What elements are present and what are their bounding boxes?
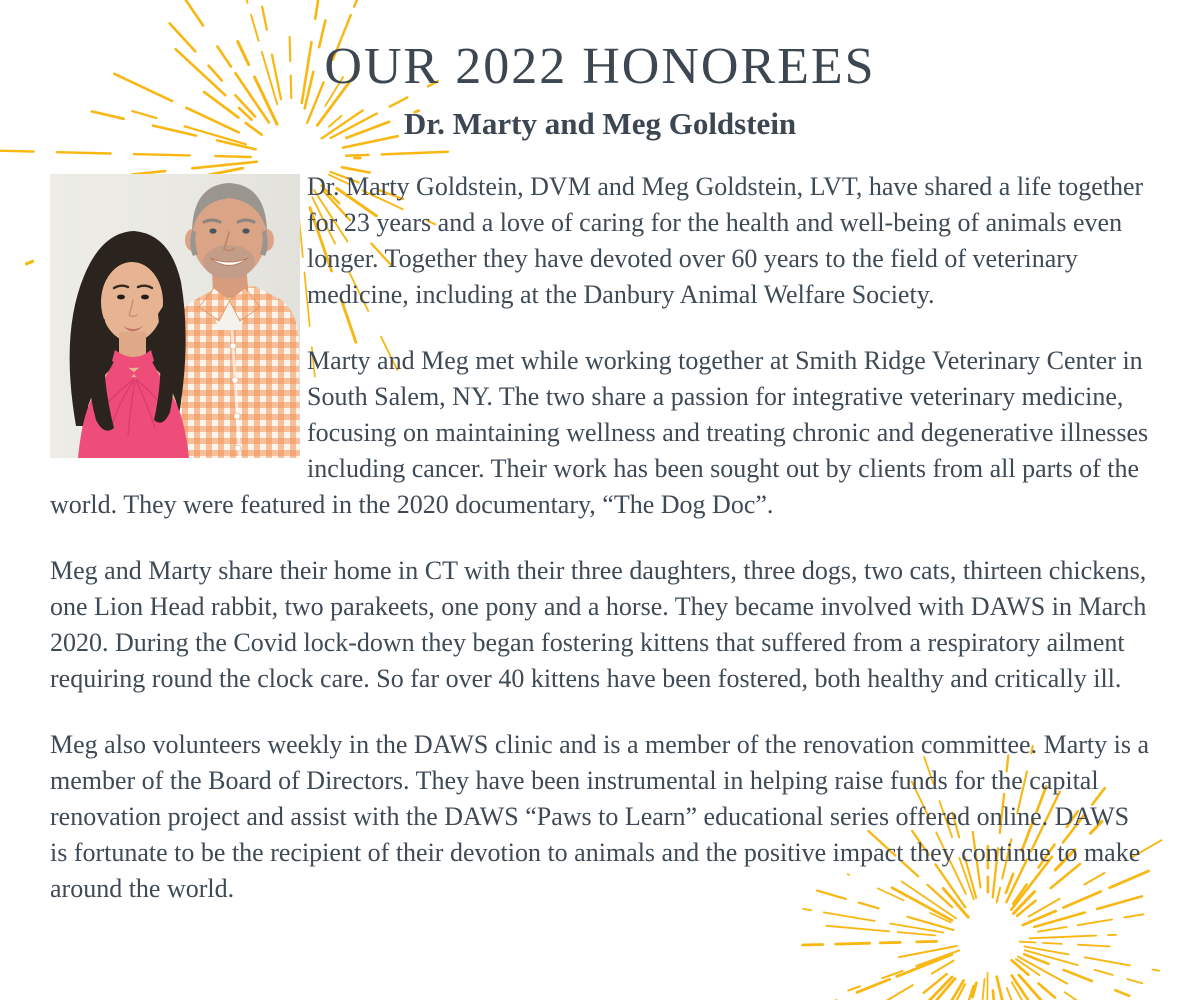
bio-paragraph-3: Meg and Marty share their home in CT with their three daughters, three dogs, two cats, thirteen chickens, one Lion Head rabbit, two parakeets, one pony and a horse. They became involved with DAWS in March 2020. During the Covid lock-down they began fostering kittens that suffered from a respiratory ailment requiring round the clock care. So far over 40 kittens have been fostered, both healthy and critically ill. <box>50 555 1147 693</box>
page-header <box>0 0 1200 141</box>
honorees-bio <box>50 169 1150 907</box>
bio-paragraph-2: Marty and Meg met while working together at Smith Ridge Veterinary Center in South Salem, NY. The two share a passion for integrative veterinary medicine, focusing on maintaining wellness and treating chronic and degenerative illnesses including cancer. Their work has been sought out by clients from all parts of the world. They were featured in the 2020 documentary, “The Dog Doc”. <box>50 345 1149 519</box>
page-title: OUR 2022 HONOREES <box>324 38 876 95</box>
honorees-photo <box>50 174 300 458</box>
honorees-photo-illustration <box>50 174 300 458</box>
honorees-names-subtitle: Dr. Marty and Meg Goldstein <box>403 105 797 141</box>
bio-paragraph-4: Meg also volunteers weekly in the DAWS clinic and is a member of the renovation committee. Marty is a member of the Board of Directors. They have been instrumental in helping raise funds for the capital renovation project and assist with the DAWS “Paws to Learn” educational series offered online. DAWS is fortunate to be the recipient of their devotion to animals and the positive impact they continue to make around the world. <box>50 729 1150 903</box>
bio-paragraph-1: Dr. Marty Goldstein, DVM and Meg Goldstein, LVT, have shared a life together for 23 years and a love of caring for the health and well-being of animals even longer. Together they have devoted over 60 years to the field of veterinary medicine, including at the Danbury Animal Welfare Society. <box>307 171 1144 309</box>
